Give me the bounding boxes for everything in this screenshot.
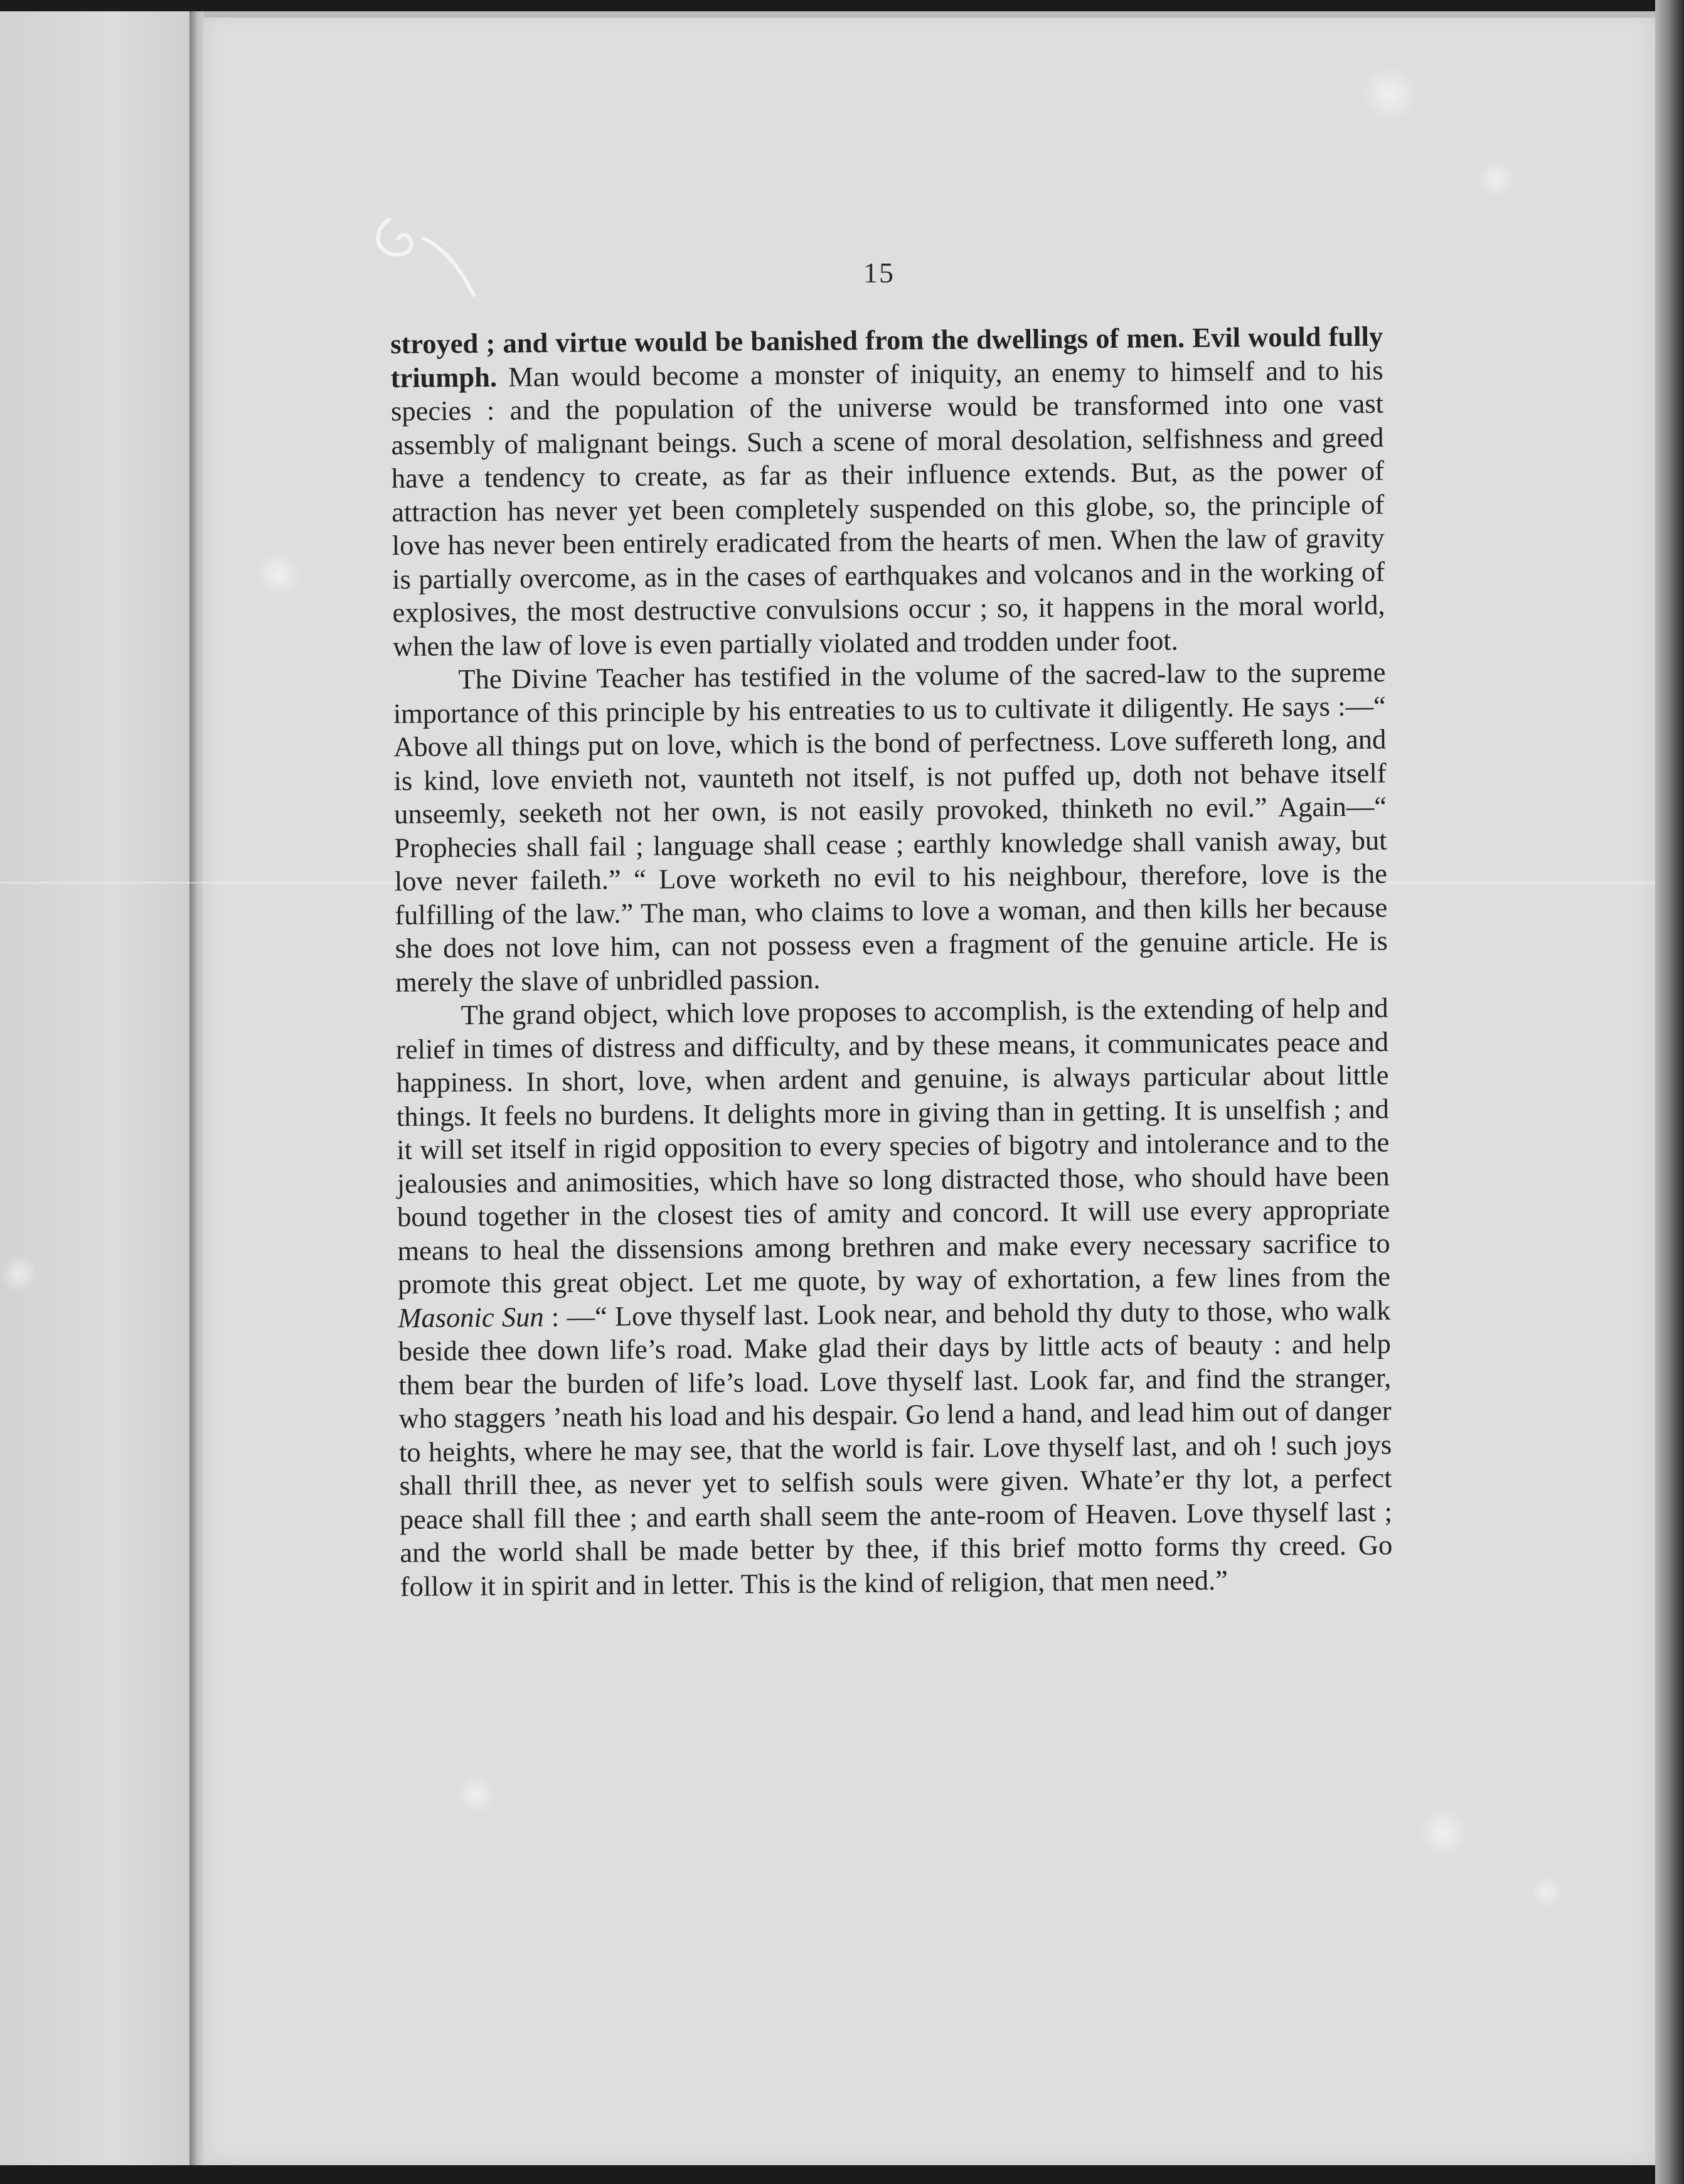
paragraph xyxy=(395,992,1393,1603)
paper-spot xyxy=(1362,66,1418,122)
paragraph-opening: stroyed ; and virtue would be banished from the dwellings of men. Evil would fully triumph. xyxy=(390,320,1383,393)
paragraph xyxy=(390,320,1385,663)
body-text xyxy=(390,320,1393,1603)
paragraph-text: : —“ Love thyself last. Look near, and behold thy duty to those, who walk beside thee down life’s road. Make glad their days by little acts of beauty : and help them bear the burden of life’s load. Love thyself last. Look far, and find the stranger, who staggers ’neath his load and his despair. Go lend a hand, and lead him out of danger to heights, where he may see, that the world is fair. Love thyself last, and oh ! such joys shall thrill thee, as never yet to selfish souls were given. Whate’er thy lot, a perfect peace shall fill thee ; and earth shall seem the ante-room of Heaven. Love thyself last ; and the world shall be made better by thee, if this brief motto forms thy creed. Go follow it in spirit and in letter. This is the kind of religion, that men need.” xyxy=(398,1294,1393,1602)
page-number: 15 xyxy=(863,257,895,289)
paragraph-text: The grand object, which love proposes to accomplish, is the extending of help and relief in times of distress and difficulty, and by these means, it communicates peace and happiness. In short, love, when ardent and genuine, is always particular about little things. It feels no burdens. It delights more in giving than in getting. It is unselfish ; and it will set itself in rigid opposition to every species of bigotry and intolerance and to the jealousies and animosities, which have so long distracted those, who should have been bound together in the closest ties of amity and concord. It will use every appropriate means to heal the dissensions among brethren and make every necessary sacrifice to promote this great object. Let me quote, by way of exhortation, a few lines from the xyxy=(395,992,1391,1300)
paragraph: The Divine Teacher has testified in the volume of the sacred-law to the supreme importance of this principle by his entreaties to us to cultivate it diligently. He says :—“ Above all things put on love, which is the bond of perfectness. Love suffereth long, and is kind, love envieth not, vaunteth not itself, is not puffed up, doth not behave itself unseemly, seeketh not her own, is not easily provoked, thinketh no evil.” Again—“ Prophecies shall fail ; language shall cease ; earthly knowledge shall vanish away, but love never faileth.” “ Love worketh no evil to his neighbour, therefore, love is the fulfilling of the law.” The man, who claims to love a woman, and then kills her because she does not love him, can not possess even a fragment of the genuine article. He is merely the slave of unbridled passion. xyxy=(393,656,1388,998)
left-page-edge xyxy=(0,11,192,2165)
publication-title: Masonic Sun xyxy=(398,1300,544,1334)
pencil-mark xyxy=(364,201,477,301)
paper-spot xyxy=(458,1776,496,1814)
page-top-edge xyxy=(203,11,1655,18)
book-gutter xyxy=(189,11,203,2165)
paper-spot xyxy=(1418,1807,1468,1858)
paper-spot xyxy=(0,1255,38,1293)
right-page-edge xyxy=(1655,0,1684,2184)
paper-spot xyxy=(257,552,301,596)
paper-spot xyxy=(1478,160,1515,198)
paper-spot xyxy=(1531,1876,1562,1908)
paragraph-text: Man would become a monster of iniquity, an enemy to himself and to his species : and the population of the universe would be transformed into one vast assembly of malignant beings. Such a scene of moral desolation, selfishness and greed have a tendency to create, as far as their influence extends. But, as the power of attraction has never yet been completely suspended on this globe, so, the principle of love has never been entirely eradicated from the hearts of men. When the law of gravity is partially overcome, as in the cases of earthquakes and volcanos and in the working of explosives, the most destructive convulsions occur ; so, it happens in the moral world, when the law of love is even partially violated and trodden under foot. xyxy=(390,354,1385,662)
